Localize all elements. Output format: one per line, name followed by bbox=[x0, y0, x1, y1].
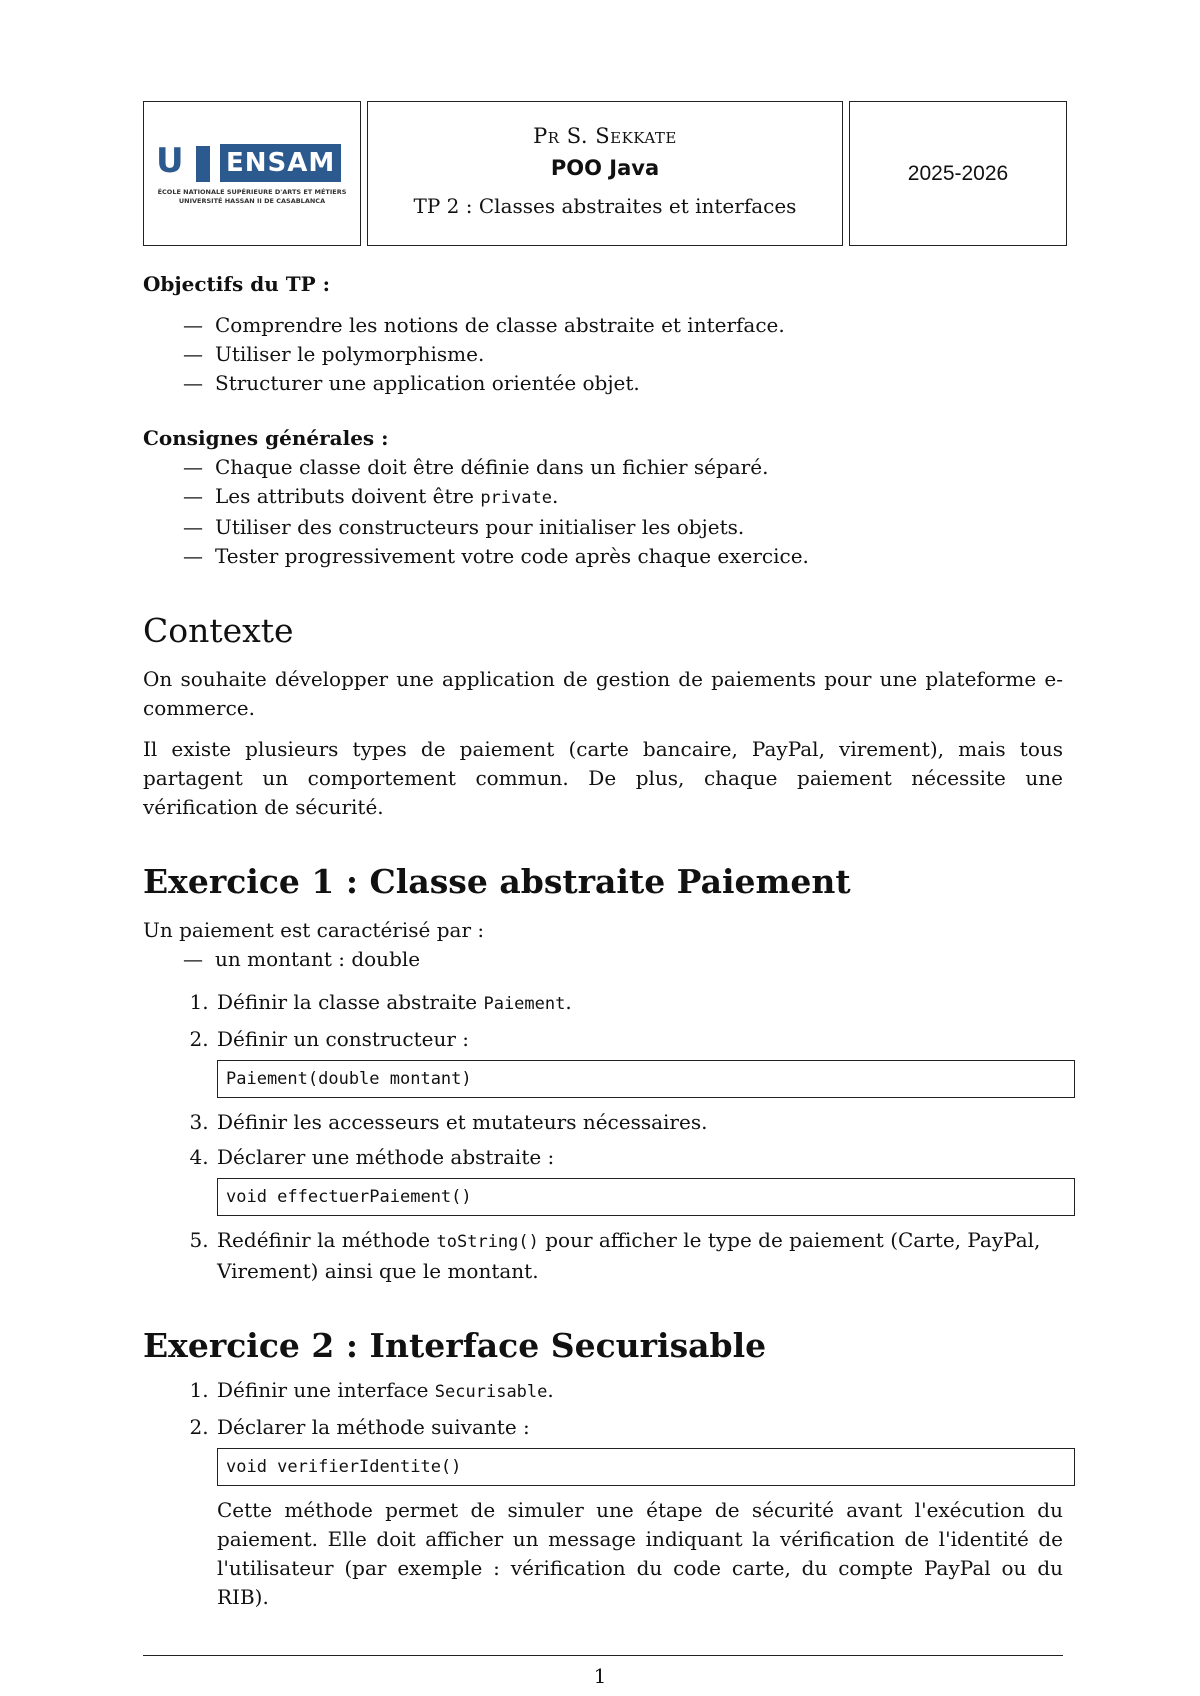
inline-code: private bbox=[480, 488, 552, 508]
tp-title: TP 2 : Classes abstraites et interfaces bbox=[413, 194, 797, 218]
contexte-paragraph-2: Il existe plusieurs types de paiement (carte bancaire, PayPal, virement), mais tous partagent un comportement commun. De plus, chaque paiement nécessite une vérification de sécurité. bbox=[143, 737, 1063, 819]
exercice1-heading: Exercice 1 : Classe abstraite Paiement bbox=[143, 862, 851, 901]
exercice1-intro: Un paiement est caractérisé par : bbox=[143, 918, 485, 942]
exercice2-description: Cette méthode permet de simuler une étape de sécurité avant l'exécution du paiement. Elle doit afficher un message indiquant la vérification de l'identité de l'utilisateur (par exemple : vérification du code carte, du compte PayPal ou du RIB). bbox=[217, 1498, 1063, 1609]
inline-code: Securisable bbox=[434, 1382, 548, 1402]
exercice2-heading: Exercice 2 : Interface Securisable bbox=[143, 1326, 767, 1365]
objectifs-title: Objectifs du TP : bbox=[143, 272, 330, 296]
page-number: 1 bbox=[593, 1664, 607, 1688]
list-item: 4. Déclarer une méthode abstraite : void effectuerPaiement() bbox=[215, 1143, 1063, 1216]
logo-wordmark: ENSAM bbox=[220, 144, 341, 182]
code-block: void effectuerPaiement() bbox=[217, 1178, 1075, 1216]
consignes-list bbox=[143, 453, 1063, 571]
list-item: 5. Redéfinir la méthode toString() pour afficher le type de paiement (Carte, PayPal, Virement) ainsi que le montant. bbox=[215, 1226, 1063, 1286]
list-item: — Tester progressivement votre code après chaque exercice. bbox=[183, 542, 1063, 571]
exercice1-attributes bbox=[143, 945, 1063, 974]
list-item: — Utiliser des constructeurs pour initialiser les objets. bbox=[183, 513, 1063, 542]
exercice2-steps bbox=[143, 1376, 1063, 1612]
course-name: POO Java bbox=[550, 156, 660, 180]
document-body bbox=[143, 270, 1063, 1612]
course-cell bbox=[367, 101, 843, 246]
list-item: 2. Définir un constructeur : Paiement(double montant) bbox=[215, 1025, 1063, 1098]
footer-rule bbox=[143, 1655, 1063, 1656]
header-table bbox=[143, 101, 1063, 248]
academic-year: 2025-2026 bbox=[849, 101, 1067, 246]
list-item: — Les attributs doivent être private. bbox=[183, 482, 1063, 513]
inline-code: Paiement bbox=[483, 994, 566, 1014]
list-item: 2. Déclarer la méthode suivante : void verifierIdentite() Cette méthode permet de simuler une étape de sécurité avant l'exécution du paiement. Elle doit afficher un message indiquant la vérification de l'identité de l'utilisateur (par exemple : vérification du code carte, du compte PayPal ou du RIB). bbox=[215, 1413, 1063, 1612]
university-mark-icon: U bbox=[154, 142, 214, 184]
logo-subtitle: ÉCOLE NATIONALE SUPÉRIEURE D'ARTS ET MÉTIERS UNIVERSITÉ HASSAN II DE CASABLANCA bbox=[157, 188, 347, 205]
list-item: — Comprendre les notions de classe abstraite et interface. bbox=[183, 311, 1063, 340]
contexte-heading: Contexte bbox=[143, 611, 294, 650]
list-item: 3. Définir les accesseurs et mutateurs nécessaires. bbox=[215, 1108, 1063, 1137]
list-item: 1. Définir une interface Securisable. bbox=[215, 1376, 1063, 1407]
code-block: Paiement(double montant) bbox=[217, 1060, 1075, 1098]
objectifs-list bbox=[143, 311, 1063, 398]
ensam-logo bbox=[154, 142, 350, 206]
logo-cell bbox=[143, 101, 361, 246]
exercice1-steps bbox=[143, 988, 1063, 1286]
list-item: — Chaque classe doit être définie dans un fichier séparé. bbox=[183, 453, 1063, 482]
list-item: — Structurer une application orientée objet. bbox=[183, 369, 1063, 398]
list-item: — Utiliser le polymorphisme. bbox=[183, 340, 1063, 369]
author: Pr S. Sekkate bbox=[533, 124, 677, 148]
inline-code: toString() bbox=[436, 1232, 539, 1252]
contexte-paragraph-1: On souhaite développer une application de gestion de paiements pour une plateforme e-commerce. bbox=[143, 667, 1063, 720]
list-item: 1. Définir la classe abstraite Paiement. bbox=[215, 988, 1063, 1019]
code-block: void verifierIdentite() bbox=[217, 1448, 1075, 1486]
list-item: — un montant : double bbox=[183, 945, 1063, 974]
consignes-title: Consignes générales : bbox=[143, 426, 389, 450]
